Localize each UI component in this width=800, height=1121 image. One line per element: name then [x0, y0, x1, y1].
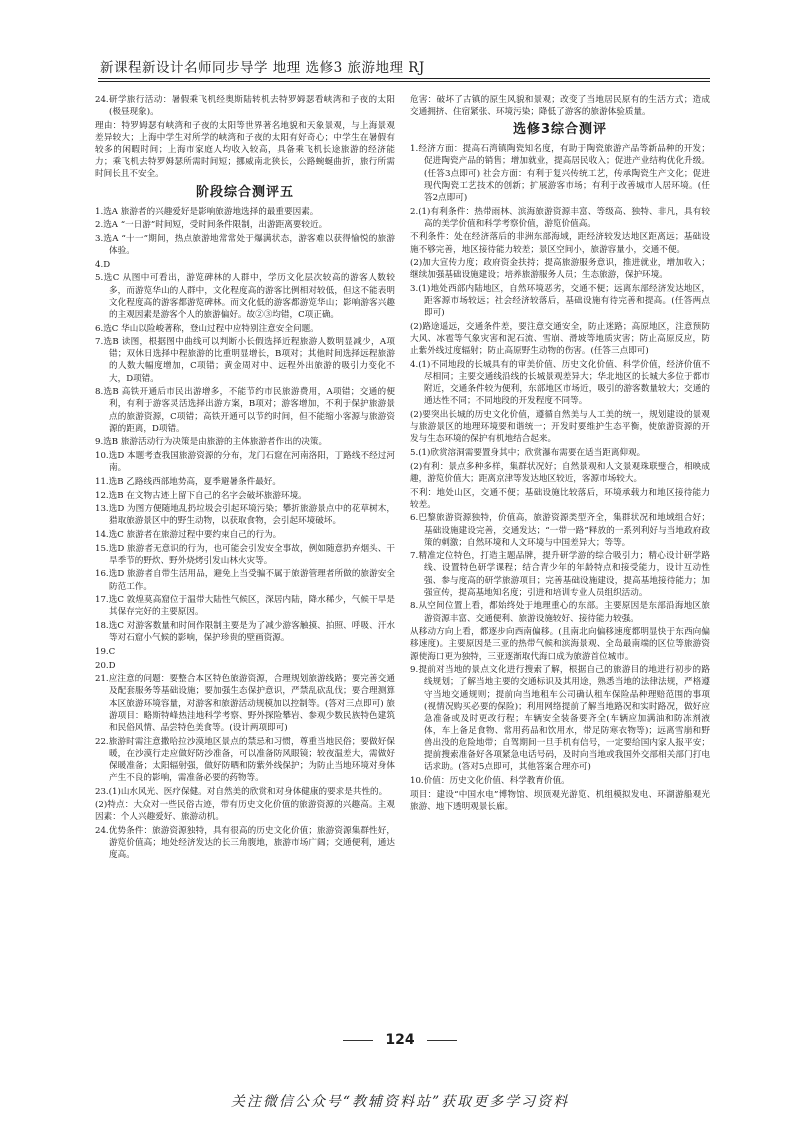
footer-text: 关注微信公众号“教辅资料站”获取更多学习资料 [230, 1094, 570, 1110]
answer-item: 1.经济方面：提高石湾镇陶瓷知名度，有助于陶瓷旅游产品等新品种的开发；促进陶瓷产品的销售；增加就业，提高居民收入；促进产业结构优化升级。(任答3点即可) 社会方面：有利于复兴传统工艺，传承陶瓷生产文化；促进现代陶瓷工艺技术的创新；扩展游客市场；有利于改善城市人居环境。(任答2点即可) [410, 144, 710, 203]
answer-item: 4.D [95, 259, 111, 270]
right-column [410, 94, 710, 1029]
footer-notice [0, 1091, 800, 1111]
answer-item: 理由：特罗姆瑟有峡湾和子夜的太阳等世界著名地貌和天象景观，与上海景观差异较大；上海中学生对所学的峡湾和子夜的太阳有好奇心；中学生在暑假有较多的闲暇时间；上海市家庭人均收入较高，具备乘飞机长途旅游的经济能力；乘飞机去特罗姆瑟所需时间短；挪威南北狭长，公路蜿蜒曲折，旅行所需时间长且不安全。 [95, 120, 395, 180]
answer-item: 13.选D 为图方便随地乱扔垃圾会引起环境污染；攀折旅游景点中的花草树木，猎取旅游景区中的野生动物，以获取食物，会引起环境破坏。 [95, 504, 395, 527]
answer-item: 22.旅游时需注意撒哈拉沙漠地区景点的禁忌和习惯，尊重当地民俗；要做好保暖，在沙漠行走应做好防沙准备，可以准备防风眼镜；较夜温差大，需做好保暖准备；太阳辐射强，做好防晒和防紫外线保护；为防止当地环境对身体产生不良的影响，需准备必要的药物等。 [95, 736, 395, 783]
answer-item: 1.选A 旅游者的兴趣爱好是影响旅游地选择的最重要因素。 [95, 206, 319, 217]
section-title: 阶段综合测评五 [195, 184, 294, 200]
answer-item: 11.选B 乙路线西部地势高，夏季避暑条件最好。 [95, 476, 281, 487]
answer-item: 14.选C 旅游者在旅游过程中要约束自己的行为。 [95, 530, 282, 540]
header-title: 新课程新设计名师同步导学 地理 选修3 旅游地理 RJ [100, 60, 425, 76]
answer-item: 2.(1)有利条件：热带雨林、滨海旅游资源丰富、等级高、独特、非凡，具有较高的美学价值和科学考察价值，游览价值高。 [410, 206, 710, 229]
answer-item: 9.提前对当地的景点文化进行搜索了解，根据自己的旅游目的地进行初步的路线规划；了解当地主要的交通标识及其用途，熟悉当地的法律法规，严格遵守当地交通规则；提前向当地租车公司确认租车保险品种理赔范围的事项(视情况购买必要的保险)；利用网络提前了解当地路况和实时路况，做好应急准备或及时更改行程；车辆安全装备要齐全(车辆应加满油和防冻剂液体，车上备足食物、常用药品和饮用水，带足防寒衣物等)；远离雪崩和野兽出没的危险地带；自驾期间一旦手机有信号，一定要给国内家人报平安；提前搜索准备好各项紧急电话号码，及时向当地或我国外交部相关部门打电话求助。(答对5点即可，其他答案合理亦可) [410, 665, 710, 773]
answer-item: 8.选B 高铁开通后市民出游增多，不能节约市民旅游费用，A项错；交通的便利，有利于游客灵活选择出游方案，B项对；游客增加，不利于保护旅游景点的旅游资源，C项错；高铁开通可以节约时间，但不能缩小客源与旅游资源的距离，D项错。 [95, 387, 395, 434]
answer-item: 5.选C 从图中可看出，游览碑林的人群中，学历文化层次较高的游客人数较多，而游览华山的人群中，文化程度高的游客比例相对较低，但这不能表明文化程度高的游客都游览碑林。而文化低的游客都游览华山；影响游客兴趣的主观因素是游客个人的旅游偏好。故②③均错，C项正确。 [95, 273, 395, 320]
answer-item: 20.D [95, 660, 116, 671]
answer-item: 3.选A “十一”期间，热点旅游地常常处于爆满状态，游客难以获得愉悦的旅游体验。 [95, 233, 395, 257]
answer-item: 19.C [95, 646, 116, 657]
answer-item: 项目：建设“中国水电”博物馆、坝顶观光游览、机组模拟发电、环湖游船观光旅游、地下透明观景长廊。 [410, 789, 710, 812]
answer-item: 10.选D 本题考查我国旅游资源的分布，龙门石窟在河南洛阳，丁路线不经过河南。 [95, 451, 395, 474]
section-title: 选修3综合测评 [512, 122, 608, 138]
answer-item: 3.(1)地处西部内陆地区，自然环境恶劣，交通不便；远离东部经济发达地区，距客源市场较远；社会经济较落后，基础设施有待完善和提高。(任答两点即可) [410, 284, 710, 319]
answer-item: 17.选C 敦煌莫高窟位于温带大陆性气候区，深居内陆，降水稀少，气候干旱是其保存完好的主要原因。 [95, 595, 395, 618]
left-column [95, 94, 395, 1029]
answer-item: 不利条件：处在经济落后的非洲东部海域，距经济较发达地区距离远；基础设施不够完善，地区接待能力较差；景区空间小，旅游容量小，交通不便。 [410, 232, 710, 255]
page-number [0, 1032, 800, 1048]
answer-item: (2)特点：大众对一些民俗古迹，带有历史文化价值的旅游资源的兴趣高。主观因素：个人兴趣爱好、旅游动机。 [95, 800, 395, 823]
answer-item: 10.价值：历史文化价值、科学教育价值。 [410, 776, 570, 787]
answer-item: 12.选B 在文物古迹上留下自己的名字会破坏旅游环境。 [95, 490, 307, 501]
page-header [100, 56, 740, 76]
answer-item: (2)有利：景点多种多样，集群状况好；自然景观和人文景观珠联璧合，相映成趣，游览价值大；距离京津等发达地区较近，客源市场较大。 [410, 461, 710, 484]
answer-item: 4.(1)不同地段的长城具有的审美价值、历史文化价值、科学价值，经济价值不尽相同；主要交通线沿线的长城景观差异大；华北地区的长城大多位于都市附近，交通条件较为便利，东部地区市场近，吸引的游客数量较大；交通的通达性不同；不同地段的开发程度不同等。 [410, 359, 710, 407]
page-number-value: 124 [385, 1032, 415, 1048]
answer-item: 24.优势条件：旅游资源独特，具有很高的历史文化价值；旅游资源集群性好，游览价值高；地处经济发达的长三角腹地，旅游市场广阔；交通便利，通达度高。 [95, 826, 395, 861]
answer-item: 9.选B 旅游活动行为决策是由旅游的主体旅游者作出的决策。 [95, 437, 328, 448]
answer-item: 23.(1)山水风光、医疗保健。对自然美的欣赏和对身体健康的要求是共性的。 [95, 786, 388, 797]
answer-item: (2)加大宣传力度；政府资金扶持；提高旅游服务意识，推进就业，增加收入；继续加强基础设施建设；培养旅游服务人员；生态旅游，保护环境。 [410, 258, 710, 281]
answer-item: 从移动方向上看，都逐步向西南偏移。(且南北向偏移速度都明显快于东西向偏移速度)。主要原因是三亚的热带气候和滨海景观、全岛最南端的区位等旅游资源使海口更为独特，三亚逐渐取代海口成为旅游首位城市。 [410, 627, 710, 662]
answer-item: 6.选C 华山以险峻著称，登山过程中应特别注意安全问题。 [95, 323, 319, 334]
header-rule [98, 78, 710, 82]
answer-item: 7.选B 读图，根据图中曲线可以判断小长假选择近程旅游人数明显减少，A项错；双休日选择中程旅游的比重明显增长，B项对；其他时间选择远程旅游的人数大幅度增加，C项错；黄金周对中、远程外出旅游的吸引力变化不大，D项错。 [95, 337, 395, 384]
answer-item: 不利：地处山区，交通不便；基础设施比较落后，环境承载力和地区接待能力较差。 [410, 487, 710, 510]
answer-item: 5.(1)欣赏溶洞需要置身其中；欣赏瀑布需要在适当距离仰观。 [410, 448, 646, 459]
answer-item: 8.从空间位置上看，都始终处于地理重心的东部。主要原因是东部沿海地区旅游资源丰富、交通便利、旅游设施较好、接待能力较强。 [410, 601, 710, 624]
answer-item: 16.选D 旅游者自带生活用品，避免上当受骗不属于旅游管理者所做的旅游安全防范工作。 [95, 569, 395, 592]
answer-item: 6.巴黎旅游资源独特，价值高，旅游资源类型齐全，集群状况和地域组合好；基础设施建设完善，交通发达；“一带一路”释放的一系列利好与当地政府政策的刺激；自然环境和人文环境与中国差异大；等等。 [410, 513, 710, 548]
answer-item: (2)路途遥远，交通条件差，要注意交通安全，防止迷路；高原地区，注意预防大风、冰雹等气象灾害和泥石流、雪崩、滑坡等地质灾害；防止高原反应，防止紫外线过度辐射；防止高原野生动物的伤害。(任答三点即可) [410, 322, 710, 357]
answer-item: 危害：破坏了古镇的原生风貌和景观；改变了当地居民原有的生活方式；造成交通拥挤、住宿紧张、环境污染；降低了游客的旅游体验质量。 [410, 95, 710, 118]
answer-item: 18.选C 对游客数量和时间作限制主要是为了减少游客触摸、拍照、呼吸、汗水等对石窟小气候的影响，保护珍贵的壁画资源。 [95, 621, 395, 644]
answer-item: 21.应注意的问题：要整合本区特色旅游资源，合理规划旅游线路；要完善交通及配套服务等基础设施；要加强生态保护意识，严禁乱砍乱伐；要合理测算本区旅游环境容量，对游客和旅游活动规模加以控制等。(答对三点即可) 旅游项目：略斯特峰热洼地科学考察、野外探险攀岩、参观少数民族特色建筑和民俗风情、品尝特色美食等。(设计两项即可) [95, 674, 395, 733]
answer-item: 24.研学旅行活动：暑假乘飞机经奥斯陆转机去特罗姆瑟看峡湾和子夜的太阳(极昼现象)。 [95, 95, 395, 118]
answer-item: (2)要突出长城的历史文化价值，遵循自然美与人工美的统一，规划建设的景观与旅游景区的地理环境要和谐统一；开发时要维护生态平衡，使旅游资源的开发与生态环境的保护有机地结合起来。 [410, 410, 710, 445]
answer-item: 2.选A “一日游”时间短，受时间条件限制，出游距离要较近。 [95, 220, 328, 231]
answer-item: 7.精准定位特色，打造主题品牌，提升研学游的综合吸引力；精心设计研学路线、设置特色研学课程；结合青少年的年龄特点和接受能力，设计互动性强、参与度高的研学旅游项目；完善基础设施建设，提高基地接待能力；加强宣传，提高基地知名度；引进和培训专业人员组织活动。 [410, 551, 710, 598]
answer-item: 15.选D 旅游者无意识的行为，也可能会引发安全事故，例如随意扔弃烟头、干旱季节的野炊、野外烧烤引发山林火灾等。 [95, 543, 395, 566]
